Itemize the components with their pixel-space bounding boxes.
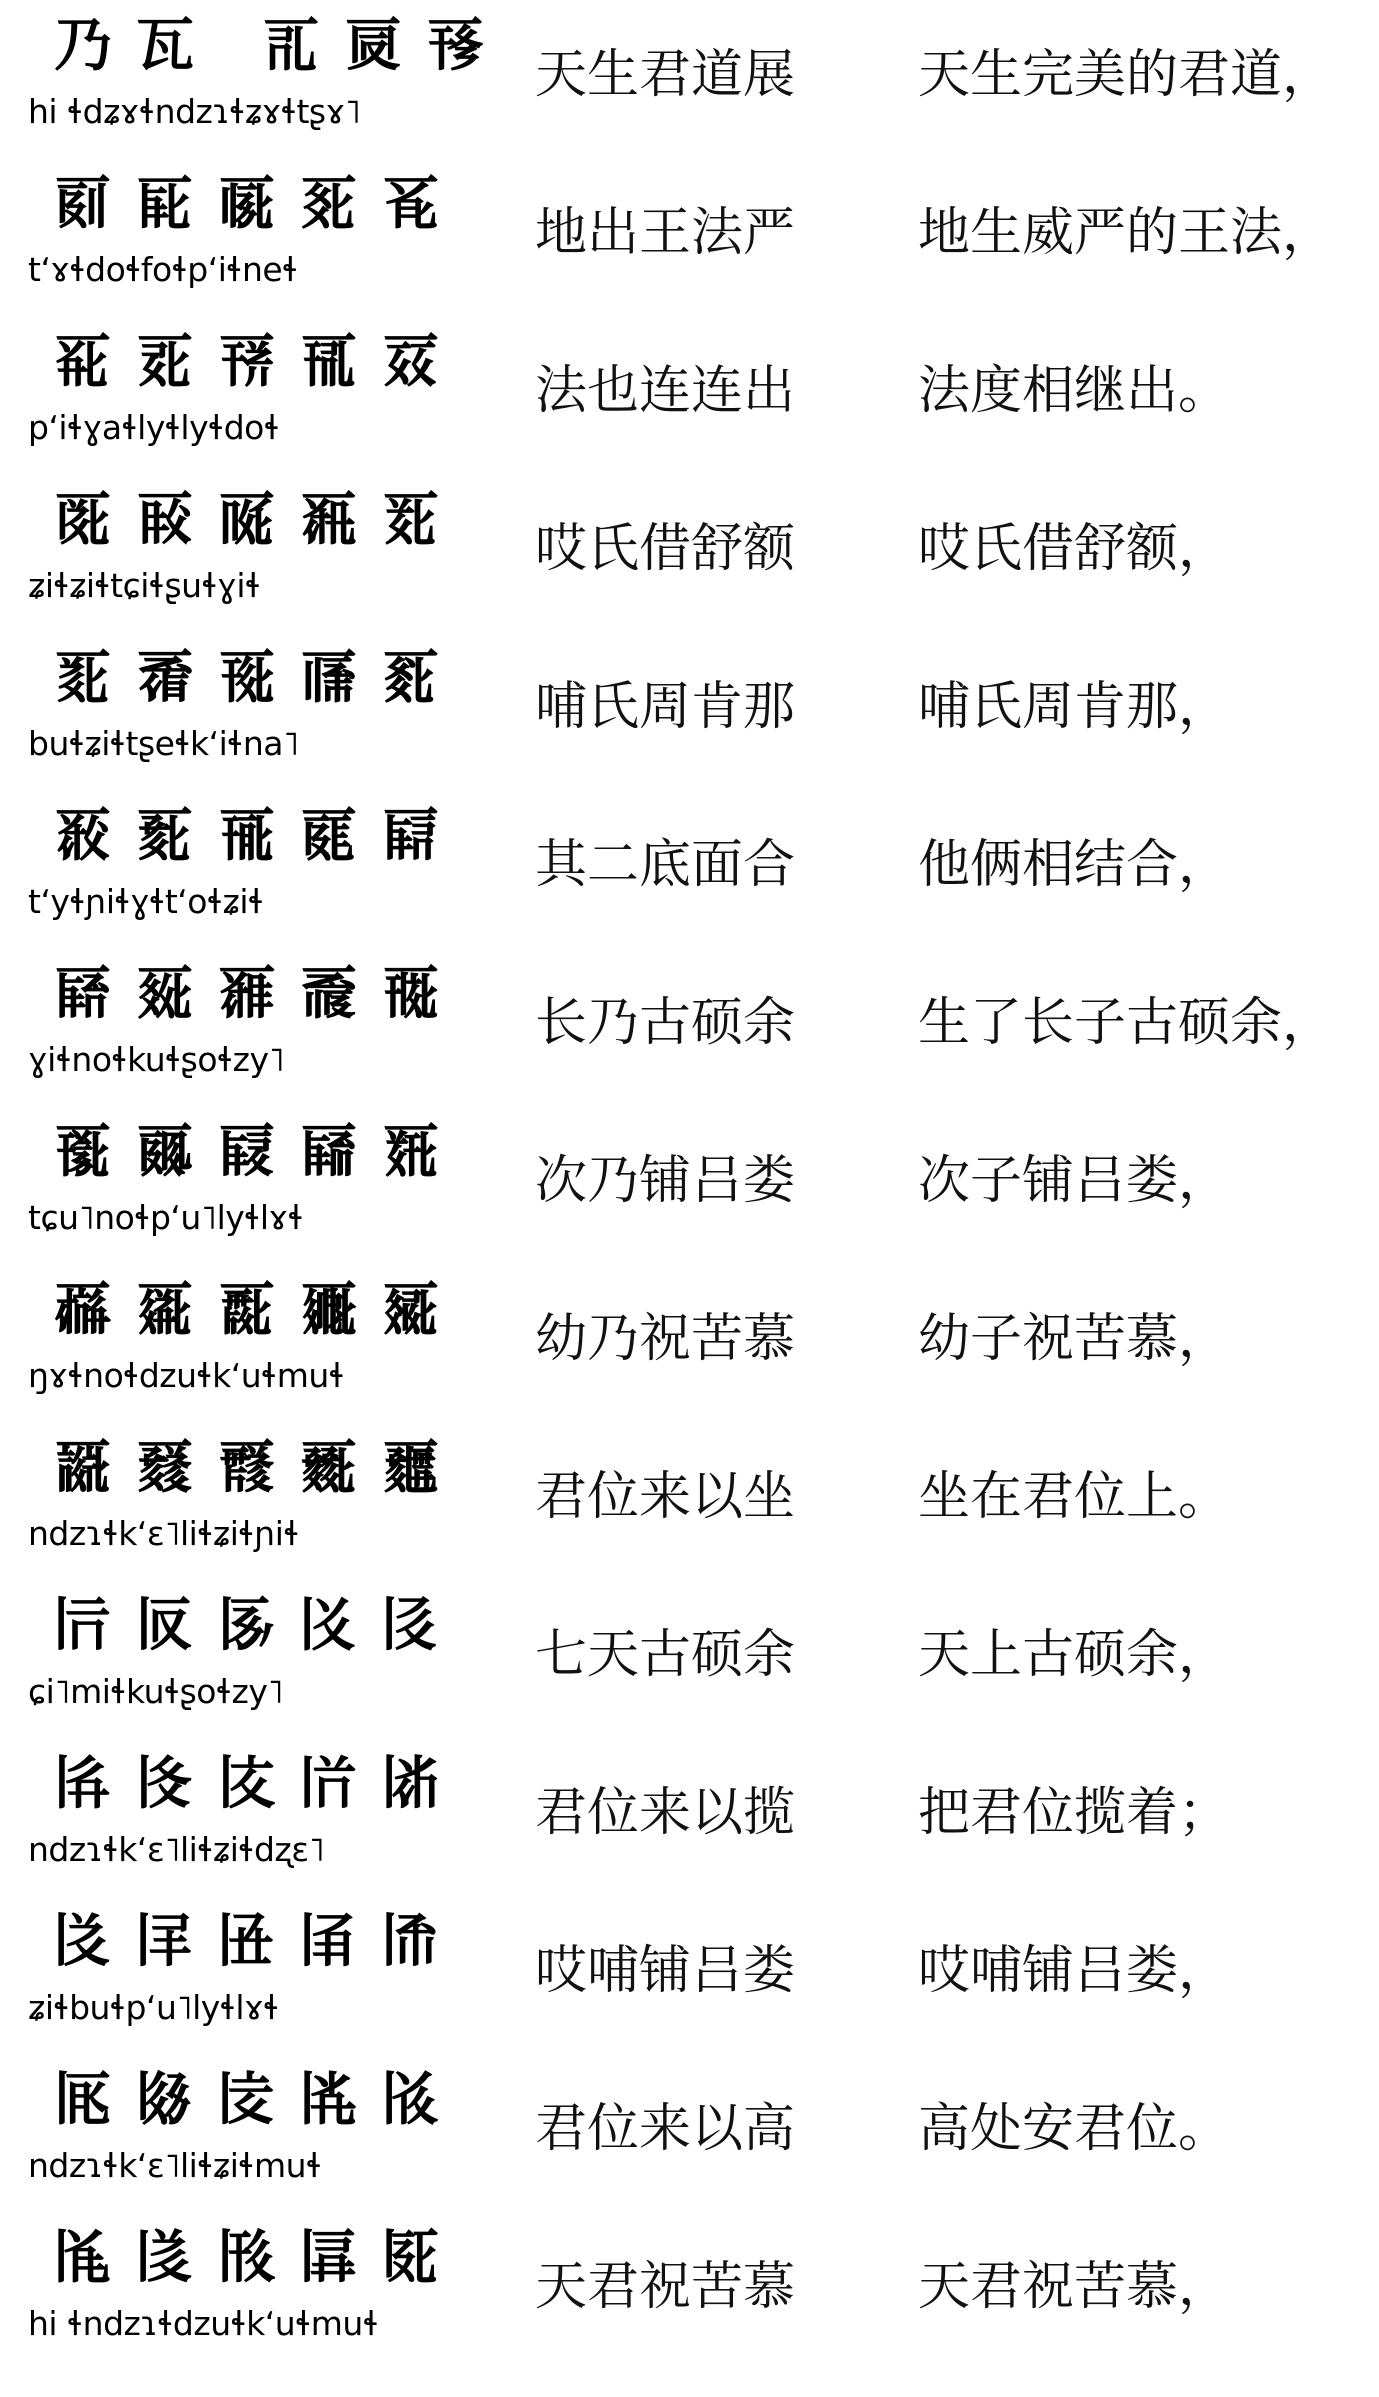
- ipa-transcription: ɣiɬnoɬkuɬʂoɬzy˥: [28, 1040, 285, 1079]
- original-verse: 幼乃祝苦慕: [535, 1309, 796, 1369]
- translation-verse: 天上古硕余，: [918, 1625, 1231, 1685]
- ipa-transcription: ndzɿɬkʻɛ˥liɬʑiɬɲiɬ: [28, 1514, 300, 1553]
- yi-script-cell: [14, 1106, 464, 1256]
- ipa-transcription: hi ɬndzɿɬdzuɬkʻuɬmuɬ: [28, 2304, 379, 2343]
- original-verse: 其二底面合: [535, 835, 796, 895]
- verse-row: [0, 790, 1379, 940]
- verse-row: [0, 158, 1379, 308]
- verse-row: [0, 948, 1379, 1098]
- yi-script-cell: [14, 158, 464, 308]
- ipa-transcription: ŋɤɬnoɬdzuɬkʻuɬmuɬ: [28, 1356, 345, 1395]
- translation-verse: 坐在君位上。: [918, 1467, 1231, 1527]
- yi-script-glyphs: 𗀵𗀶𗀷𗀸𗀹: [54, 1749, 465, 1817]
- translation-verse: 地生威严的王法，: [918, 203, 1335, 263]
- ipa-transcription: tʻɤɬdoɬfoɬpʻiɬneɬ: [28, 250, 298, 289]
- yi-script-glyphs: 𗀺𗀻𗀼𗀽𗀾: [54, 1907, 465, 1975]
- original-verse: 君位来以坐: [535, 1467, 796, 1527]
- translation-verse: 哎哺铺吕娄，: [918, 1941, 1231, 2001]
- yi-script-cell: [14, 1896, 464, 2046]
- yi-script-glyphs: 𗀿𗁀𗁁𗁂𗁃: [54, 2065, 465, 2133]
- yi-script-glyphs: 𗀃𗀄𗀅𗀆𗀇: [54, 169, 465, 237]
- verse-row: [0, 474, 1379, 624]
- ipa-transcription: ndzɿɬkʻɛ˥liɬʑiɬdʐɛ˥: [28, 1830, 325, 1869]
- original-verse: 法也连连出: [535, 361, 796, 421]
- translation-verse: 次子铺吕娄，: [918, 1151, 1231, 1211]
- yi-script-cell: [14, 2212, 464, 2362]
- yi-script-glyphs: 𗀦𗀧𗀨𗀩𗀪: [54, 1275, 465, 1343]
- verse-row: [0, 1580, 1379, 1730]
- translation-verse: 法度相继出。: [918, 361, 1231, 421]
- original-verse: 天生君道展: [535, 45, 796, 105]
- yi-script-cell: [14, 1580, 464, 1730]
- original-verse: 君位来以揽: [535, 1783, 796, 1843]
- verse-row: [0, 2054, 1379, 2204]
- yi-script-cell: [14, 2054, 464, 2204]
- verse-row: [0, 2212, 1379, 2362]
- yi-script-glyphs: 𗀒𗀓𗀔𗀕𗀖: [54, 643, 465, 711]
- yi-script-glyphs: 𗀈𗀉𗀊𗀋𗀌: [54, 327, 465, 395]
- ipa-transcription: tʻyɬɲiɬɣɬtʻoɬʑiɬ: [28, 882, 264, 921]
- original-verse: 哺氏周肯那: [535, 677, 796, 737]
- yi-script-glyphs: 𗀫𗀬𗀭𗀮𗀯: [54, 1433, 465, 1501]
- yi-script-glyphs: 乃瓦 𗀀𗀁𗀂: [54, 11, 509, 79]
- translation-verse: 哺氏周肯那，: [918, 677, 1231, 737]
- ipa-transcription: hi ɬdʑɤɬndzɿɬʑɤɬtʂɤ˥: [28, 92, 361, 131]
- verse-row: [0, 1106, 1379, 1256]
- yi-script-glyphs: 𗁄𗁅𗁆𗁇𗁈: [54, 2223, 465, 2291]
- yi-script-glyphs: 𗀗𗀘𗀙𗀚𗀛: [54, 801, 465, 869]
- verse-row: [0, 316, 1379, 466]
- ipa-transcription: ɕi˥miɬkuɬʂoɬzy˥: [28, 1672, 284, 1711]
- verse-row: [0, 1738, 1379, 1888]
- yi-script-glyphs: 𗀰𗀱𗀲𗀳𗀴: [54, 1591, 465, 1659]
- yi-script-glyphs: 𗀍𗀎𗀏𗀐𗀑: [54, 485, 465, 553]
- verse-row: [0, 1896, 1379, 2046]
- yi-script-cell: [14, 1738, 464, 1888]
- original-verse: 哎氏借舒额: [535, 519, 796, 579]
- yi-script-cell: [14, 1264, 464, 1414]
- verse-row: [0, 0, 1379, 150]
- verse-row: [0, 1264, 1379, 1414]
- original-verse: 七天古硕余: [535, 1625, 796, 1685]
- original-verse: 哎哺铺吕娄: [535, 1941, 796, 2001]
- translation-verse: 生了长子古硕余，: [918, 993, 1335, 1053]
- original-verse: 次乃铺吕娄: [535, 1151, 796, 1211]
- yi-script-cell: [14, 1422, 464, 1572]
- ipa-transcription: ndzɿɬkʻɛ˥liɬʑiɬmuɬ: [28, 2146, 322, 2185]
- yi-script-cell: [14, 790, 464, 940]
- translation-verse: 高处安君位。: [918, 2099, 1231, 2159]
- yi-script-cell: [14, 0, 509, 150]
- verse-row: [0, 1422, 1379, 1572]
- translation-verse: 天生完美的君道，: [918, 45, 1335, 105]
- translation-verse: 幼子祝苦慕，: [918, 1309, 1231, 1369]
- yi-script-cell: [14, 948, 464, 1098]
- yi-script-cell: [14, 474, 464, 624]
- original-verse: 地出王法严: [535, 203, 796, 263]
- yi-script-cell: [14, 632, 464, 782]
- ipa-transcription: tɕu˥noɬpʻu˥lyɬlɤɬ: [28, 1198, 304, 1237]
- verse-row: [0, 632, 1379, 782]
- translation-verse: 天君祝苦慕，: [918, 2257, 1231, 2317]
- yi-script-glyphs: 𗀡𗀢𗀣𗀤𗀥: [54, 1117, 465, 1185]
- translation-verse: 哎氏借舒额，: [918, 519, 1231, 579]
- original-verse: 天君祝苦慕: [535, 2257, 796, 2317]
- ipa-transcription: pʻiɬɣaɬlyɬlyɬdoɬ: [28, 408, 280, 447]
- yi-script-glyphs: 𗀜𗀝𗀞𗀟𗀠: [54, 959, 465, 1027]
- translation-verse: 把君位揽着；: [918, 1783, 1231, 1843]
- ipa-transcription: ʑiɬʑiɬtɕiɬʂuɬɣiɬ: [28, 566, 261, 605]
- ipa-transcription: buɬʑiɬtʂeɬkʻiɬna˥: [28, 724, 299, 763]
- original-verse: 君位来以高: [535, 2099, 796, 2159]
- yi-script-cell: [14, 316, 464, 466]
- original-verse: 长乃古硕余: [535, 993, 796, 1053]
- translation-verse: 他俩相结合，: [918, 835, 1231, 895]
- ipa-transcription: ʑiɬbuɬpʻu˥lyɬlɤɬ: [28, 1988, 279, 2027]
